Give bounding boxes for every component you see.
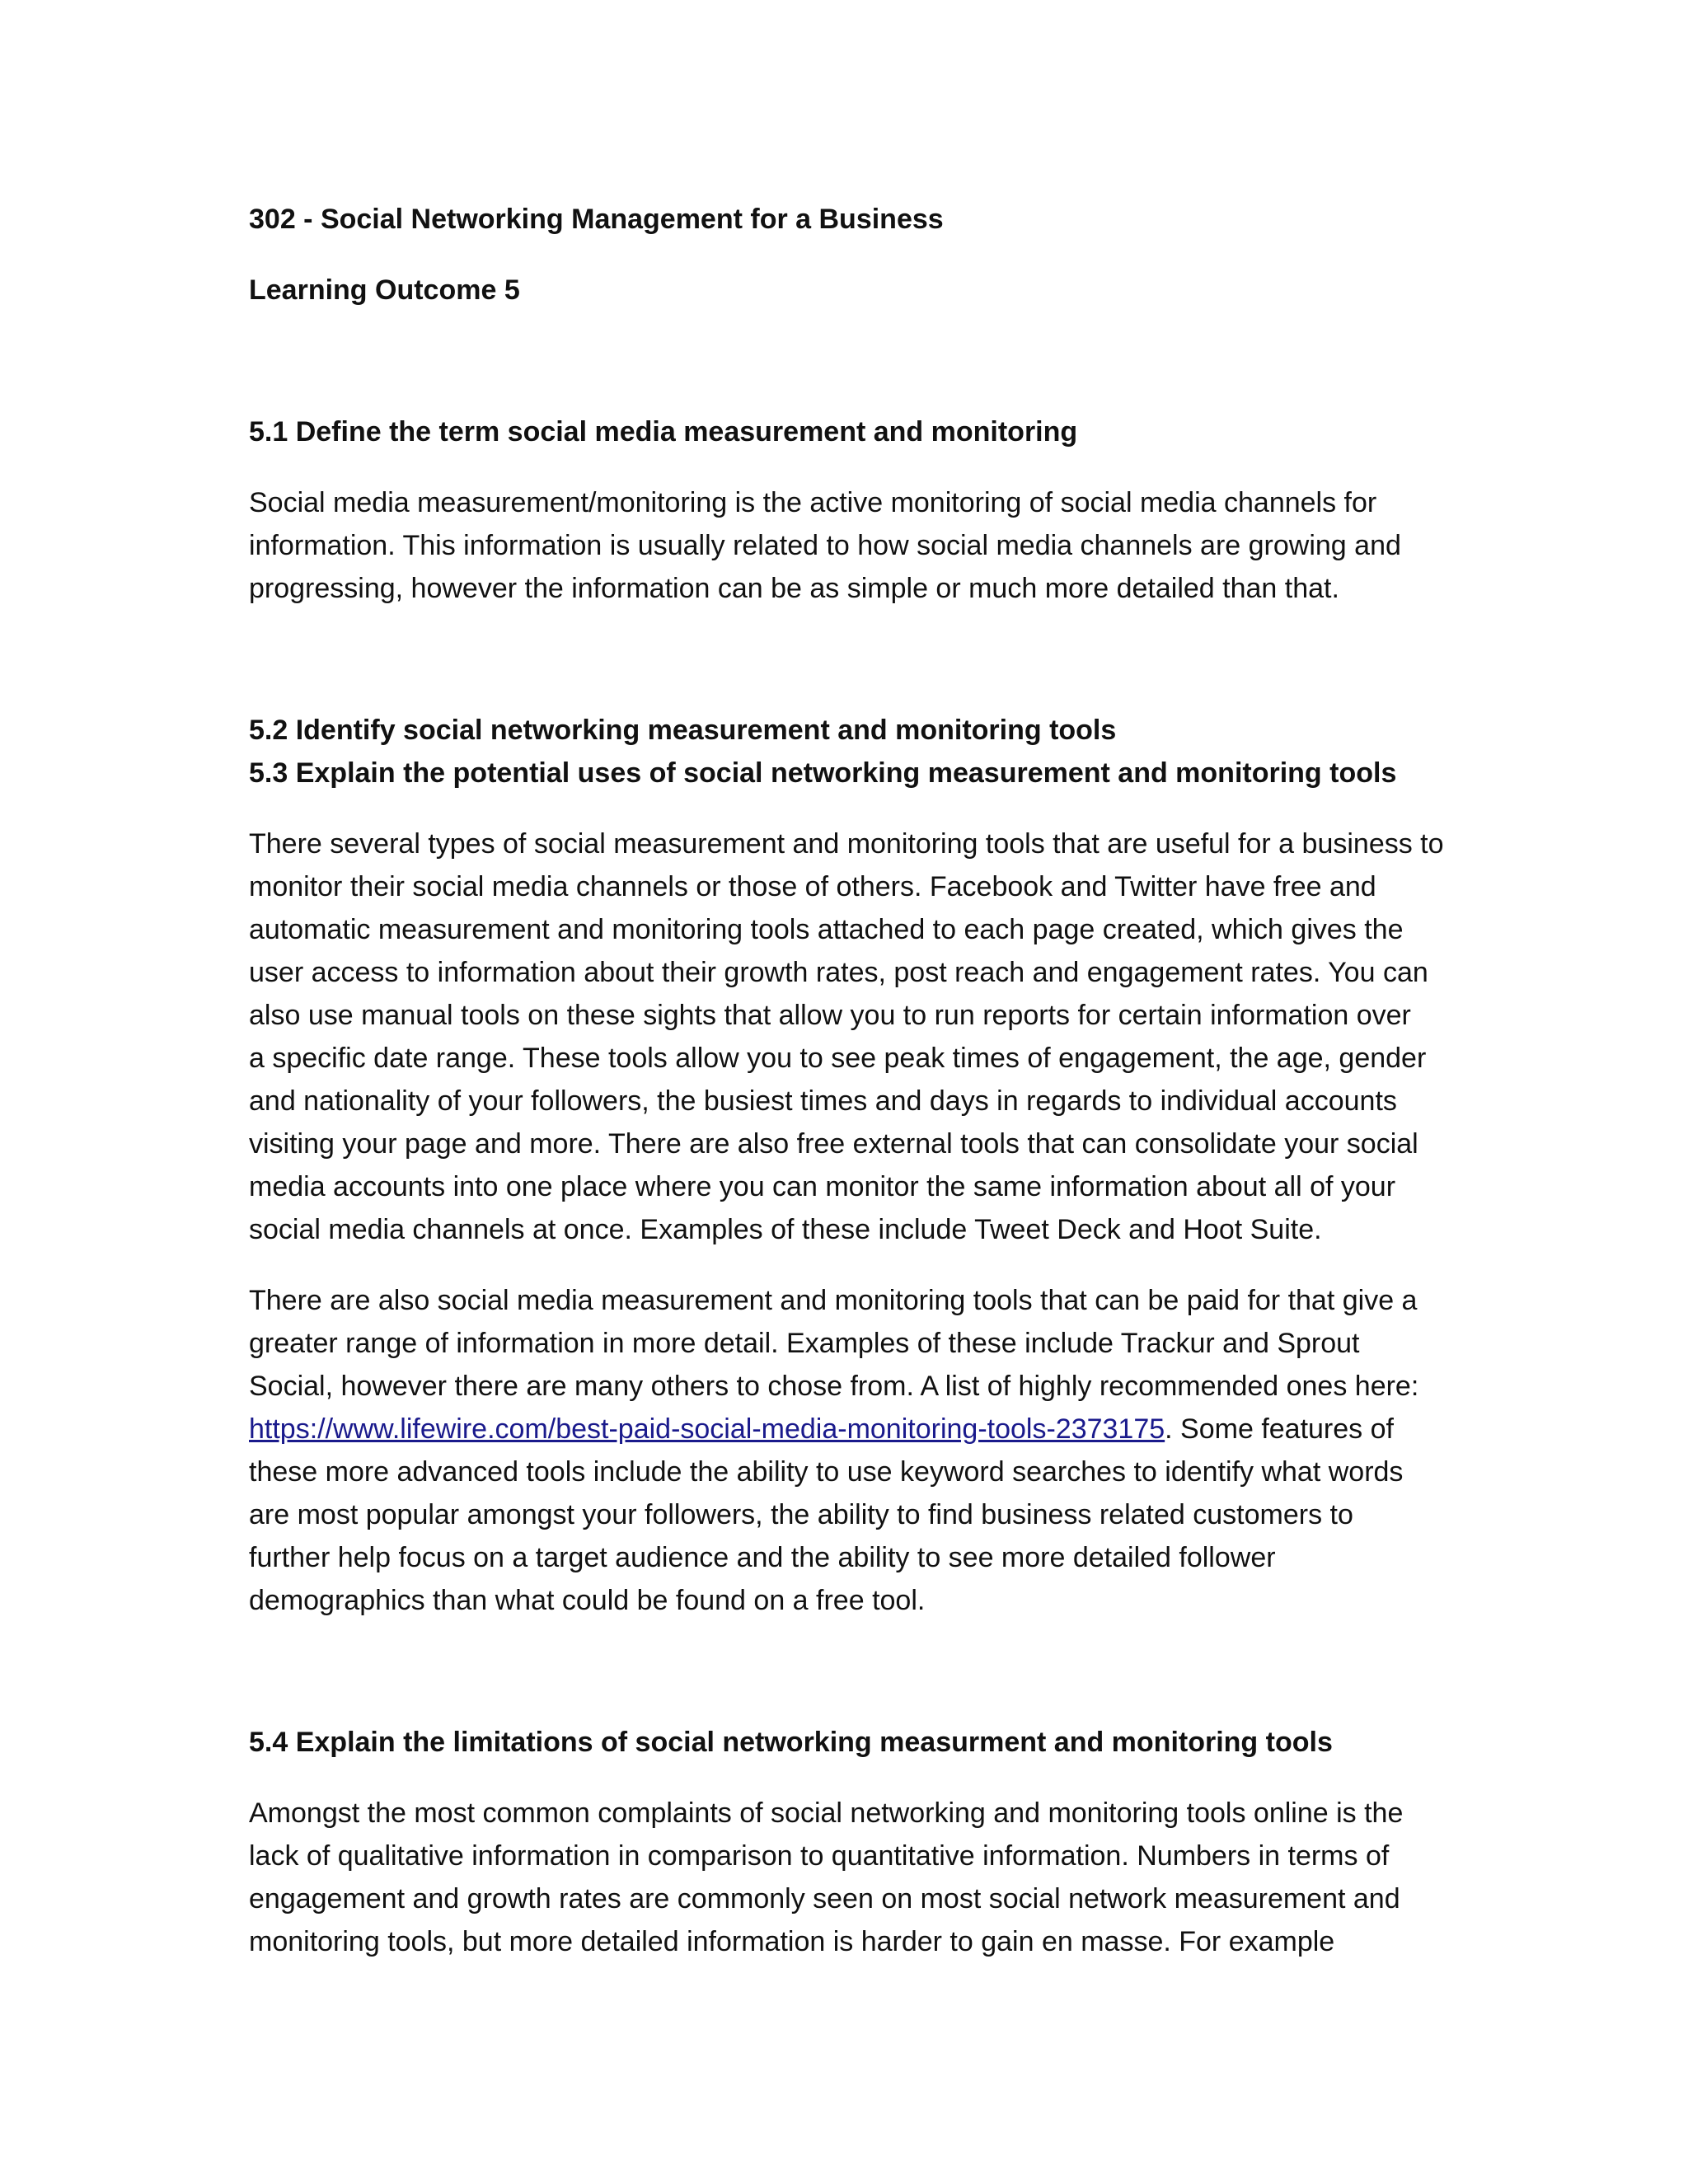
paragraph-line: Amongst the most common complaints of social networking and monitoring tools online is the — [249, 1797, 1404, 1829]
paragraph-line: There several types of social measurement and monitoring tools that are useful for a business to — [249, 828, 1444, 860]
lifewire-link[interactable]: https://www.lifewire.com/best-paid-social-media-monitoring-tools-2373175 — [249, 1413, 1165, 1445]
paragraph-line: greater range of information in more detail. Examples of these include Trackur and Sprout — [249, 1328, 1360, 1359]
paragraph-line: are most popular amongst your followers, the ability to find business related customers to — [249, 1499, 1353, 1530]
section-5-4-paragraph — [249, 1792, 1444, 1963]
paragraph-line: user access to information about their growth rates, post reach and engagement rates. You can — [249, 957, 1428, 988]
section-5-2-paragraph-1 — [249, 823, 1444, 1251]
paragraph-line: progressing, however the information can be as simple or much more detailed than that. — [249, 573, 1339, 604]
section-5-3-heading: 5.3 Explain the potential uses of social networking measurement and monitoring tools — [249, 757, 1397, 789]
section-5-4-heading: 5.4 Explain the limitations of social networking measurment and monitoring tools — [249, 1727, 1333, 1758]
link-tail-text: . Some features of — [1165, 1413, 1394, 1445]
paragraph-line: demographics than what could be found on a free tool. — [249, 1585, 926, 1616]
paragraph-line: social media channels at once. Examples of these include Tweet Deck and Hoot Suite. — [249, 1214, 1322, 1245]
paragraph-line: and nationality of your followers, the busiest times and days in regards to individual accounts — [249, 1085, 1397, 1117]
paragraph-line: monitor their social media channels or those of others. Facebook and Twitter have free and — [249, 871, 1376, 902]
section-5-2-paragraph-2 — [249, 1279, 1444, 1622]
paragraph-line: further help focus on a target audience and the ability to see more detailed follower — [249, 1542, 1276, 1573]
paragraph-line: There are also social media measurement and monitoring tools that can be paid for that give a — [249, 1285, 1418, 1316]
learning-outcome-title: Learning Outcome 5 — [249, 274, 520, 306]
paragraph-line: monitoring tools, but more detailed information is harder to gain en masse. For example — [249, 1926, 1335, 1957]
document-content — [249, 198, 1444, 1963]
paragraph-line: visiting your page and more. There are also free external tools that can consolidate your social — [249, 1128, 1418, 1160]
paragraph-line-with-link — [249, 1408, 1444, 1451]
paragraph-line: automatic measurement and monitoring tools attached to each page created, which gives the — [249, 914, 1404, 945]
paragraph-line: media accounts into one place where you can monitor the same information about all of your — [249, 1171, 1396, 1202]
paragraph-line: these more advanced tools include the ability to use keyword searches to identify what words — [249, 1456, 1404, 1488]
paragraph-line: engagement and growth rates are commonly seen on most social network measurement and — [249, 1883, 1400, 1915]
paragraph-line: lack of qualitative information in comparison to quantitative information. Numbers in terms of — [249, 1840, 1390, 1872]
course-title: 302 - Social Networking Management for a Business — [249, 204, 944, 235]
section-5-2-heading: 5.2 Identify social networking measurement and monitoring tools — [249, 715, 1117, 746]
paragraph-line: Social media measurement/monitoring is the active monitoring of social media channels for — [249, 487, 1377, 518]
paragraph-line: Social, however there are many others to chose from. A list of highly recommended ones here: — [249, 1371, 1419, 1402]
paragraph-line: a specific date range. These tools allow you to see peak times of engagement, the age, gender — [249, 1043, 1427, 1074]
section-5-1-paragraph — [249, 481, 1444, 610]
paragraph-line: information. This information is usually related to how social media channels are growing and — [249, 530, 1401, 561]
paragraph-line: also use manual tools on these sights that allow you to run reports for certain information over — [249, 1000, 1411, 1031]
section-5-1-heading: 5.1 Define the term social media measurement and monitoring — [249, 416, 1078, 448]
